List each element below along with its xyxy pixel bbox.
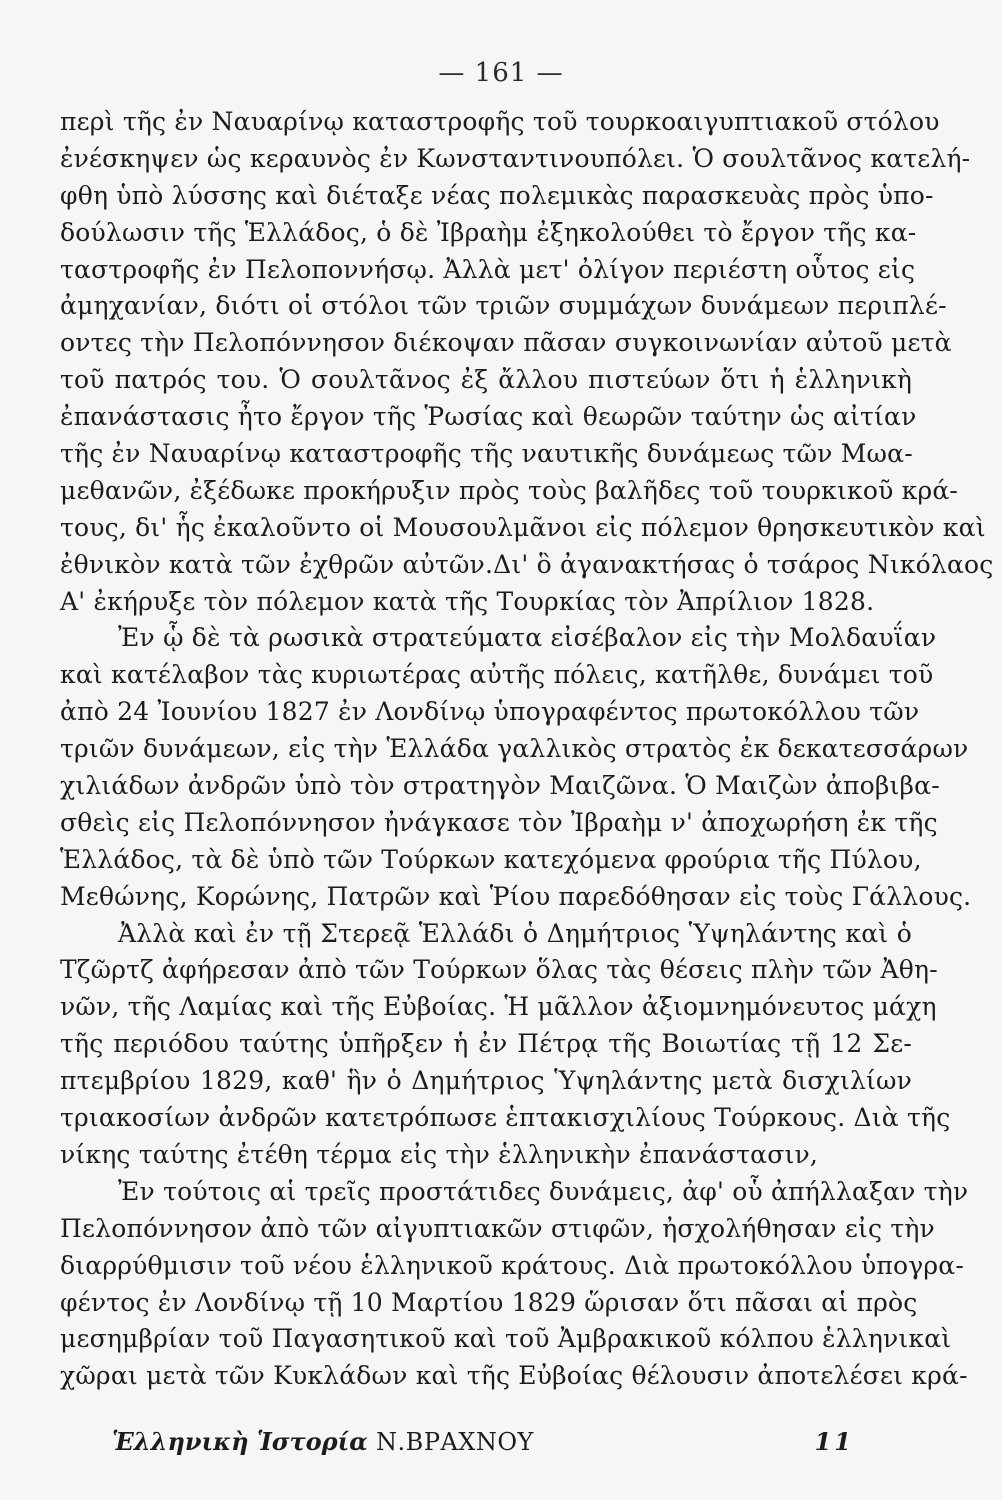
text-line: χῶραι μετὰ τῶν Κυκλάδων καὶ τῆς Εὐβοίας θέλουσιν ἀποτελέσει κρά- (60, 1361, 968, 1391)
footer-book-info (112, 1424, 534, 1460)
text-line: φθη ὑπὸ λύσσης καὶ διέταξε νέας πολεμικὰς παρασκευὰς πρὸς ὑπο- (60, 180, 934, 210)
text-line: ἀπὸ 24 Ἰουνίου 1827 ἐν Λονδίνῳ ὑπογραφέντος πρωτοκόλλου τῶν (60, 697, 920, 727)
text-line: Ἐν ᾧ δὲ τὰ ρωσικὰ στρατεύματα εἰσέβαλον εἰς τὴν Μολδαυΐαν (118, 623, 937, 653)
text-line: τοῦ πατρός του. Ὁ σουλτᾶνος ἐξ ἄλλου πιστεύων ὅτι ἡ ἑλληνικὴ (60, 365, 912, 395)
text-line: ἐπανάστασις ἦτο ἔργον τῆς Ῥωσίας καὶ θεωρῶν ταύτην ὡς αἰτίαν (60, 402, 917, 432)
text-line: σθεὶς εἰς Πελοπόννησον ἠνάγκασε τὸν Ἰβραὴμ ν' ἀποχωρήση ἐκ τῆς (60, 807, 938, 837)
text-line: Ἐν τούτοις αἱ τρεῖς προστάτιδες δυνάμεις, ἀφ' οὗ ἀπήλλαξαν τὴν (118, 1176, 969, 1206)
text-line: ἀμηχανίαν, διότι οἱ στόλοι τῶν τριῶν συμμάχων δυνάμεων περιπλέ- (60, 291, 947, 321)
footer-signature-mark: 11 (814, 1427, 854, 1456)
text-line: νῶν, τῆς Λαμίας καὶ τῆς Εὐβοίας. Ἡ μᾶλλον ἀξιομνημόνευτος μάχη (60, 992, 937, 1022)
text-line: χιλιάδων ἀνδρῶν ὑπὸ τὸν στρατηγὸν Μαιζῶνα. Ὁ Μαιζὼν ἀποβιβα- (60, 771, 940, 801)
page-footer (112, 1424, 854, 1460)
text-line: οντες τὴν Πελοπόννησον διέκοψαν πᾶσαν συγκοινωνίαν αὐτοῦ μετὰ (60, 328, 952, 358)
text-line: Ἀλλὰ καὶ ἐν τῇ Στερεᾷ Ἑλλάδι ὁ Δημήτριος Ὑψηλάντης καὶ ὁ (118, 918, 912, 948)
text-line: νίκης ταύτης ἐτέθη τέρμα εἰς τὴν ἑλληνικὴν ἐπανάστασιν, (60, 1139, 819, 1169)
text-line: ἐθνικὸν κατὰ τῶν ἐχθρῶν αὐτῶν.Δι' ὃ ἀγανακτήσας ὁ τσάρος Νικόλαος (60, 549, 994, 579)
text-line: τῆς περιόδου ταύτης ὑπῆρξεν ἡ ἐν Πέτρᾳ τῆς Βοιωτίας τῇ 12 Σε- (60, 1029, 912, 1059)
text-line: μεθανῶν, ἐξέδωκε προκήρυξιν πρὸς τοὺς βαλῆδες τοῦ τουρκικοῦ κρά- (60, 475, 959, 505)
text-line: τῆς ἐν Ναυαρίνῳ καταστροφῆς τῆς ναυτικῆς δυνάμεως τῶν Μωα- (60, 439, 913, 469)
text-line: ἐνέσκηψεν ὡς κεραυνὸς ἐν Κωνσταντινουπόλει. Ὁ σουλτᾶνος κατελή- (60, 143, 971, 173)
text-line: φέντος ἐν Λονδίνῳ τῇ 10 Μαρτίου 1829 ὥρισαν ὅτι πᾶσαι αἱ πρὸς (60, 1287, 918, 1317)
text-line: διαρρύθμισιν τοῦ νέου ἑλληνικοῦ κράτους. Διὰ πρωτοκόλλου ὑπογρα- (60, 1250, 964, 1280)
text-line: περὶ τῆς ἐν Ναυαρίνῳ καταστροφῆς τοῦ τουρκοαιγυπτιακοῦ στόλου (60, 107, 940, 136)
footer-author: Ν.ΒΡΑΧΝΟΥ (376, 1428, 534, 1456)
text-line: Τζῶρτζ ἀφήρεσαν ἀπὸ τῶν Τούρκων ὅλας τὰς θέσεις πλὴν τῶν Ἀθη- (60, 955, 938, 985)
text-line: δούλωσιν τῆς Ἑλλάδος, ὁ δὲ Ἰβραὴμ ἐξηκολούθει τὸ ἔργον τῆς κα- (60, 217, 917, 247)
text-line: τους, δι' ἧς ἐκαλοῦντο οἱ Μουσουλμᾶνοι εἰς πόλεμον θρησκευτικὸν καὶ (60, 512, 986, 542)
text-line: τριακοσίων ἀνδρῶν κατετρόπωσε ἑπτακισχιλίους Τούρκους. Διὰ τῆς (60, 1103, 951, 1133)
page-number: — 161 — (438, 58, 564, 88)
text-line: τριῶν δυνάμεων, εἰς τὴν Ἑλλάδα γαλλικὸς στρατὸς ἐκ δεκατεσσάρων (60, 734, 969, 764)
text-line: καὶ κατέλαβον τὰς κυριωτέρας αὐτῆς πόλεις, κατῆλθε, δυνάμει τοῦ (60, 660, 934, 690)
text-line: Α' ἐκήρυξε τὸν πόλεμον κατὰ τῆς Τουρκίας τὸν Ἀπρίλιον 1828. (60, 586, 875, 616)
body-text (60, 104, 994, 1395)
text-line: πτεμβρίου 1829, καθ' ἣν ὁ Δημήτριος Ὑψηλάντης μετὰ δισχιλίων (60, 1066, 912, 1096)
text-line: μεσημβρίαν τοῦ Παγασητικοῦ καὶ τοῦ Ἀμβρακικοῦ κόλπου ἑλληνικαὶ (60, 1324, 952, 1354)
text-line: ταστροφῆς ἐν Πελοποννήσῳ. Ἀλλὰ μετ' ὀλίγον περιέστη οὗτος εἰς (60, 254, 916, 284)
footer-title: Ἑλληνικὴ Ἱστορία (112, 1427, 368, 1456)
text-line: Μεθώνης, Κορώνης, Πατρῶν καὶ Ῥίου παρεδόθησαν εἰς τοὺς Γάλλους. (60, 881, 972, 911)
text-line: Πελοπόννησον ἀπὸ τῶν αἰγυπτιακῶν στιφῶν, ἠσχολήθησαν εἰς τὴν (60, 1213, 935, 1243)
text-line: Ἑλλάδος, τὰ δὲ ὑπὸ τῶν Τούρκων κατεχόμενα φρούρια τῆς Πύλου, (60, 844, 922, 874)
